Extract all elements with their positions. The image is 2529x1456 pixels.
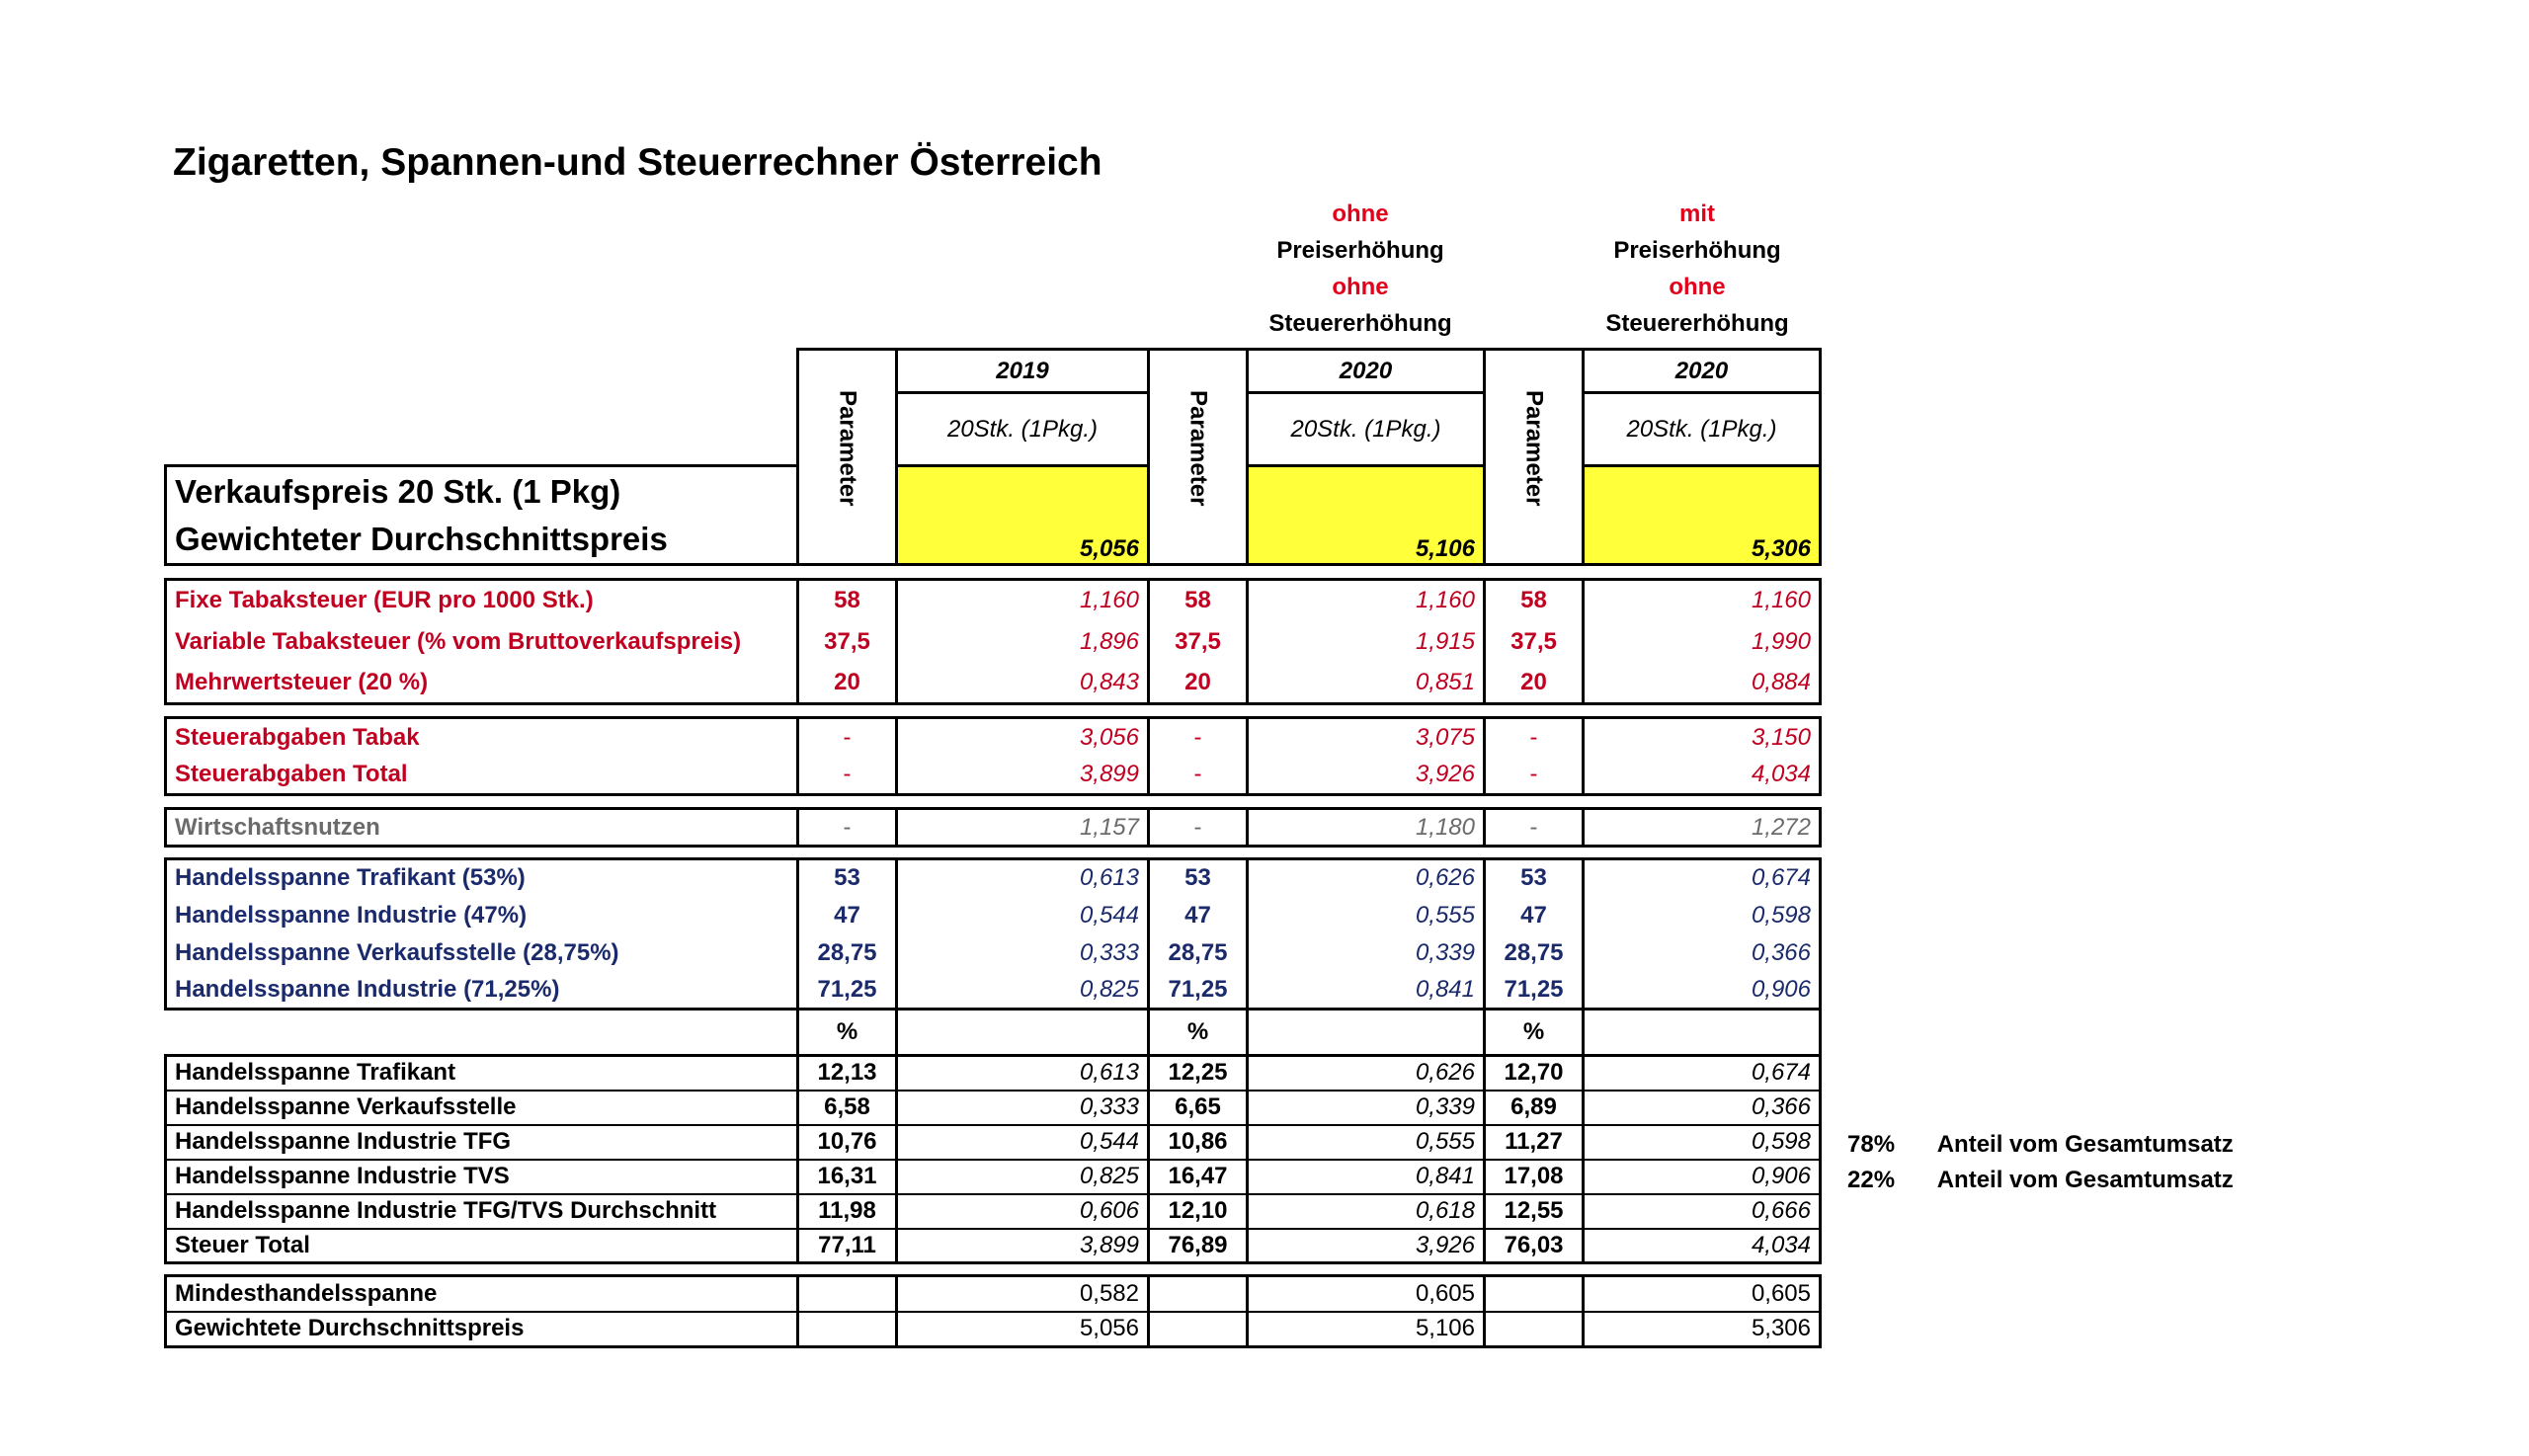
side-note-percent: 78%: [1847, 1131, 1896, 1158]
blank-cell: [1584, 1010, 1821, 1056]
row-label: Mindesthandelsspanne: [166, 1276, 798, 1312]
param-header-label: Parameter: [834, 390, 861, 507]
param-cell: 71,25: [798, 972, 897, 1010]
param-cell: 6,58: [798, 1091, 897, 1125]
value-cell: 0,333: [897, 1091, 1149, 1125]
value-cell: 0,906: [1584, 972, 1821, 1010]
scenario-line-3: ohne: [1669, 274, 1726, 300]
row-label: Variable Tabaksteuer (% vom Bruttoverkaufspreis): [166, 621, 798, 663]
value-cell: 1,272: [1584, 809, 1821, 847]
row-label: Handelsspanne Industrie TVS: [166, 1160, 798, 1194]
value-cell: 0,339: [1248, 934, 1485, 972]
table-row: [166, 1229, 1821, 1263]
value-cell: 0,841: [1248, 1160, 1485, 1194]
value-cell: 5,056: [897, 1312, 1149, 1347]
param-cell: 76,89: [1149, 1229, 1248, 1263]
row-label: Handelsspanne Industrie (47%): [166, 897, 798, 934]
value-cell: 0,582: [897, 1276, 1149, 1312]
value-cell: 0,544: [897, 1125, 1149, 1160]
param-cell: -: [1149, 718, 1248, 757]
table-row: [166, 580, 1821, 621]
value-cell: 0,605: [1584, 1276, 1821, 1312]
row-label: Handelsspanne Industrie TFG/TVS Durchschnitt: [166, 1194, 798, 1229]
value-cell: 3,075: [1248, 718, 1485, 757]
blank-cell: [166, 350, 798, 393]
table-row: [166, 1125, 1821, 1160]
param-cell: 6,89: [1485, 1091, 1584, 1125]
param-cell: 47: [1485, 897, 1584, 934]
year-header-2020-b: 2020: [1584, 350, 1821, 393]
value-cell: 3,926: [1248, 757, 1485, 795]
side-note-tvs: [1847, 1167, 2234, 1194]
main-price-label: [166, 466, 798, 565]
value-cell: 0,843: [897, 663, 1149, 704]
value-cell: 0,605: [1248, 1276, 1485, 1312]
param-cell: [1485, 1276, 1584, 1312]
table-row: [166, 1312, 1821, 1347]
param-cell: -: [798, 757, 897, 795]
value-cell: 0,626: [1248, 859, 1485, 897]
param-cell: 20: [1149, 663, 1248, 704]
row-label: Handelsspanne Verkaufsstelle: [166, 1091, 798, 1125]
value-cell: 3,150: [1584, 718, 1821, 757]
percent-row: [166, 1010, 1821, 1056]
param-cell: 77,11: [798, 1229, 897, 1263]
value-cell: 0,333: [897, 934, 1149, 972]
value-cell: 0,674: [1584, 859, 1821, 897]
row-label: Handelsspanne Verkaufsstelle (28,75%): [166, 934, 798, 972]
param-cell: 37,5: [1149, 621, 1248, 663]
value-cell: 0,626: [1248, 1056, 1485, 1091]
value-cell: 0,339: [1248, 1091, 1485, 1125]
blank-cell: [166, 1010, 798, 1056]
table-row: [166, 1276, 1821, 1312]
unit-label: 20Stk. (1Pkg.): [1584, 393, 1821, 466]
param-cell: 16,31: [798, 1160, 897, 1194]
price-cell-2019: 5,056: [897, 466, 1149, 565]
table-row: [166, 757, 1821, 795]
param-cell: -: [1149, 809, 1248, 847]
table-row: [166, 621, 1821, 663]
row-label: Steuerabgaben Total: [166, 757, 798, 795]
row-label: Steuer Total: [166, 1229, 798, 1263]
side-note-text: Anteil vom Gesamtumsatz: [1936, 1131, 2234, 1158]
param-cell: -: [1485, 718, 1584, 757]
param-cell: -: [798, 718, 897, 757]
table-row: [166, 1091, 1821, 1125]
row-label: Wirtschaftsnutzen: [166, 809, 798, 847]
value-cell: 0,618: [1248, 1194, 1485, 1229]
value-cell: 3,056: [897, 718, 1149, 757]
value-cell: 1,160: [1248, 580, 1485, 621]
value-cell: 0,606: [897, 1194, 1149, 1229]
value-cell: 0,366: [1584, 934, 1821, 972]
param-cell: 12,55: [1485, 1194, 1584, 1229]
param-header-label: Parameter: [1184, 390, 1212, 507]
value-cell: 0,825: [897, 972, 1149, 1010]
param-cell: 28,75: [1149, 934, 1248, 972]
blank-cell: [1248, 1010, 1485, 1056]
param-cell: 12,10: [1149, 1194, 1248, 1229]
value-cell: 0,544: [897, 897, 1149, 934]
value-cell: 3,926: [1248, 1229, 1485, 1263]
scenario-header-2020-a: [1217, 196, 1504, 342]
side-note-tfg: [1847, 1131, 2234, 1159]
param-cell: [798, 1312, 897, 1347]
param-cell: [1485, 1312, 1584, 1347]
table-row: [166, 809, 1821, 847]
price-cell-2020-b: 5,306: [1584, 466, 1821, 565]
param-cell: -: [798, 809, 897, 847]
scenario-header-2020-b: [1554, 196, 1840, 342]
param-cell: 71,25: [1149, 972, 1248, 1010]
value-cell: 1,157: [897, 809, 1149, 847]
year-header-2020-a: 2020: [1248, 350, 1485, 393]
row-label: Gewichtete Durchschnittspreis: [166, 1312, 798, 1347]
value-cell: 0,366: [1584, 1091, 1821, 1125]
param-cell: 53: [1149, 859, 1248, 897]
table-row: [166, 897, 1821, 934]
value-cell: 0,674: [1584, 1056, 1821, 1091]
param-cell: [798, 1276, 897, 1312]
value-cell: 0,598: [1584, 897, 1821, 934]
value-cell: 0,851: [1248, 663, 1485, 704]
param-cell: [1149, 1276, 1248, 1312]
value-cell: 1,160: [1584, 580, 1821, 621]
value-cell: 0,666: [1584, 1194, 1821, 1229]
param-cell: 47: [798, 897, 897, 934]
side-note-text: Anteil vom Gesamtumsatz: [1936, 1167, 2234, 1193]
table-row: [166, 718, 1821, 757]
param-cell: 53: [798, 859, 897, 897]
scenario-line-2: Preiserhöhung: [1613, 237, 1781, 264]
param-cell: -: [1485, 757, 1584, 795]
value-cell: 0,598: [1584, 1125, 1821, 1160]
scenario-line-2: Preiserhöhung: [1276, 237, 1444, 264]
value-cell: 1,180: [1248, 809, 1485, 847]
value-cell: 0,841: [1248, 972, 1485, 1010]
table-row: [166, 934, 1821, 972]
param-header-2020-a: [1149, 350, 1248, 565]
value-cell: 1,915: [1248, 621, 1485, 663]
param-cell: -: [1485, 809, 1584, 847]
value-cell: 0,613: [897, 859, 1149, 897]
percent-label: %: [1485, 1010, 1584, 1056]
value-cell: 5,306: [1584, 1312, 1821, 1347]
scenario-line-4: Steuererhöhung: [1605, 310, 1789, 337]
table-row: [166, 1160, 1821, 1194]
value-cell: 1,896: [897, 621, 1149, 663]
param-cell: 47: [1149, 897, 1248, 934]
param-header-2019: [798, 350, 897, 565]
value-cell: 3,899: [897, 1229, 1149, 1263]
percent-label: %: [798, 1010, 897, 1056]
param-header-label: Parameter: [1520, 390, 1548, 507]
row-label: Steuerabgaben Tabak: [166, 718, 798, 757]
row-label: Handelsspanne Industrie (71,25%): [166, 972, 798, 1010]
row-label: Fixe Tabaksteuer (EUR pro 1000 Stk.): [166, 580, 798, 621]
row-label: Handelsspanne Trafikant: [166, 1056, 798, 1091]
value-cell: 0,555: [1248, 897, 1485, 934]
param-cell: 11,98: [798, 1194, 897, 1229]
table-row: [166, 663, 1821, 704]
param-cell: [1149, 1312, 1248, 1347]
row-label: Handelsspanne Trafikant (53%): [166, 859, 798, 897]
table-row: [166, 1056, 1821, 1091]
param-cell: 12,25: [1149, 1056, 1248, 1091]
param-header-2020-b: [1485, 350, 1584, 565]
param-cell: 10,86: [1149, 1125, 1248, 1160]
table-row: [166, 859, 1821, 897]
scenario-line-1: mit: [1679, 201, 1715, 227]
main-price-line-1: Verkaufspreis 20 Stk. (1 Pkg): [175, 472, 621, 510]
price-cell-2020-a: 5,106: [1248, 466, 1485, 565]
param-cell: 53: [1485, 859, 1584, 897]
param-cell: 58: [798, 580, 897, 621]
blank-cell: [897, 1010, 1149, 1056]
param-cell: 6,65: [1149, 1091, 1248, 1125]
param-cell: 58: [1149, 580, 1248, 621]
param-cell: 76,03: [1485, 1229, 1584, 1263]
unit-label: 20Stk. (1Pkg.): [897, 393, 1149, 466]
scenario-line-1: ohne: [1332, 201, 1389, 227]
param-cell: 12,70: [1485, 1056, 1584, 1091]
param-cell: 37,5: [1485, 621, 1584, 663]
side-note-percent: 22%: [1847, 1167, 1896, 1193]
param-cell: 12,13: [798, 1056, 897, 1091]
value-cell: 4,034: [1584, 757, 1821, 795]
param-cell: 11,27: [1485, 1125, 1584, 1160]
row-label: Handelsspanne Industrie TFG: [166, 1125, 798, 1160]
calculation-table: [164, 348, 1822, 1348]
row-label: Mehrwertsteuer (20 %): [166, 663, 798, 704]
blank-cell: [166, 393, 798, 466]
param-cell: 20: [1485, 663, 1584, 704]
param-cell: 17,08: [1485, 1160, 1584, 1194]
value-cell: 1,990: [1584, 621, 1821, 663]
param-cell: -: [1149, 757, 1248, 795]
main-price-line-2: Gewichteter Durchschnittspreis: [175, 520, 668, 557]
param-cell: 28,75: [798, 934, 897, 972]
value-cell: 0,555: [1248, 1125, 1485, 1160]
value-cell: 0,613: [897, 1056, 1149, 1091]
value-cell: 0,906: [1584, 1160, 1821, 1194]
table-row: [166, 1194, 1821, 1229]
page-title: Zigaretten, Spannen-und Steuerrechner Österreich: [173, 141, 1102, 184]
year-header-2019: 2019: [897, 350, 1149, 393]
value-cell: 1,160: [897, 580, 1149, 621]
scenario-line-4: Steuererhöhung: [1268, 310, 1452, 337]
percent-label: %: [1149, 1010, 1248, 1056]
table-row: [166, 972, 1821, 1010]
param-cell: 16,47: [1149, 1160, 1248, 1194]
param-cell: 28,75: [1485, 934, 1584, 972]
param-cell: 71,25: [1485, 972, 1584, 1010]
value-cell: 0,884: [1584, 663, 1821, 704]
unit-label: 20Stk. (1Pkg.): [1248, 393, 1485, 466]
param-cell: 58: [1485, 580, 1584, 621]
value-cell: 5,106: [1248, 1312, 1485, 1347]
value-cell: 0,825: [897, 1160, 1149, 1194]
param-cell: 37,5: [798, 621, 897, 663]
value-cell: 4,034: [1584, 1229, 1821, 1263]
value-cell: 3,899: [897, 757, 1149, 795]
param-cell: 20: [798, 663, 897, 704]
scenario-line-3: ohne: [1332, 274, 1389, 300]
param-cell: 10,76: [798, 1125, 897, 1160]
